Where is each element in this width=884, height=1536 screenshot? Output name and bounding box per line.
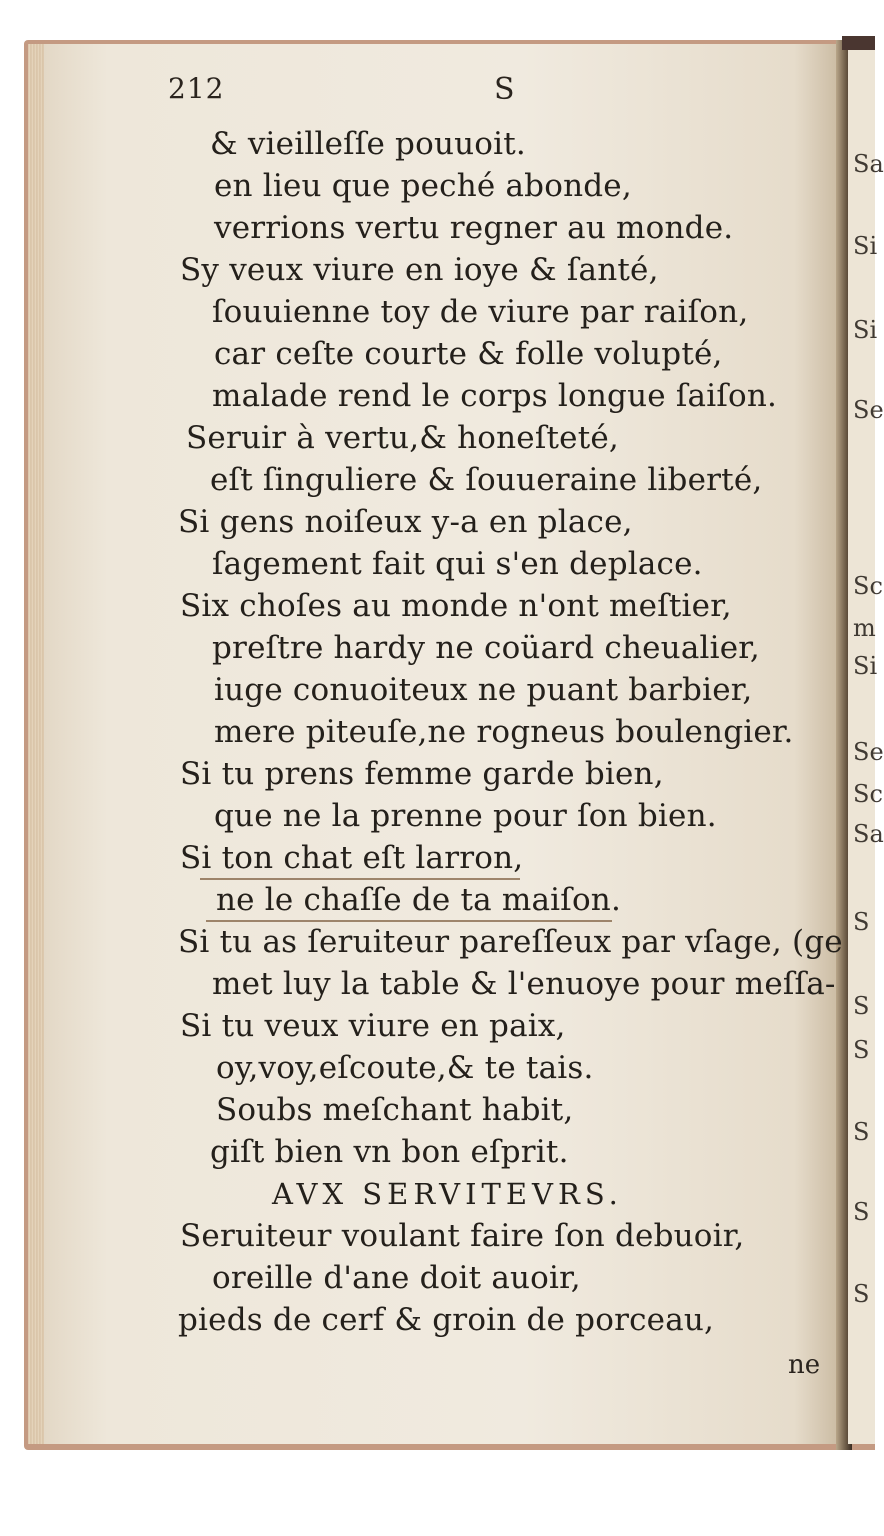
spine-cover — [842, 36, 875, 50]
text-line: Sy veux viure en ioye & ſanté, — [180, 252, 659, 288]
text-line: Si tu as ſeruiteur pareſſeux par vſage, (ge — [178, 924, 843, 960]
facing-margin-text: Sa — [853, 150, 884, 178]
text-line: ſagement fait qui s'en deplace. — [212, 546, 703, 582]
text-line: oy,voy,eſcoute,& te tais. — [216, 1050, 594, 1086]
text-line: car ceſte courte & folle volupté, — [214, 336, 723, 372]
text-line: Seruir à vertu,& honeſteté, — [186, 420, 619, 456]
facing-margin-text: Sc — [853, 780, 883, 808]
facing-margin-text: Si — [853, 652, 878, 680]
hand-underline — [206, 920, 612, 922]
hand-underline — [200, 878, 520, 880]
text-line: & vieilleſſe pouuoit. — [210, 126, 526, 162]
facing-margin-text: S — [853, 1280, 870, 1308]
facing-margin-text: S — [853, 992, 870, 1020]
text-line: Six choſes au monde n'ont meſtier, — [180, 588, 732, 624]
facing-margin-text: m — [853, 614, 876, 642]
text-line: verrions vertu regner au monde. — [214, 210, 734, 246]
text-line: que ne la prenne pour ſon bien. — [214, 798, 717, 834]
facing-margin-text: Sc — [853, 572, 883, 600]
text-line: pieds de cerf & groin de porceau, — [178, 1302, 715, 1338]
text-line: Soubs meſchant habit, — [216, 1092, 574, 1128]
text-line: Si tu veux viure en paix, — [180, 1008, 566, 1044]
text-line: mere piteuſe,ne rogneus boulengier. — [214, 714, 794, 750]
facing-margin-text: S — [853, 1198, 870, 1226]
text-line: Seruiteur voulant faire ſon debuoir, — [180, 1218, 745, 1254]
catchword: ne — [788, 1350, 821, 1380]
text-line: preſtre hardy ne coüard cheualier, — [212, 630, 760, 666]
text-line: met luy la table & l'enuoye pour meſſa- — [212, 966, 836, 1002]
text-line: oreille d'ane doit auoir, — [212, 1260, 581, 1296]
text-line: Si ton chat eſt larron, — [180, 840, 524, 876]
text-line: malade rend le corps longue ſaiſon. — [212, 378, 778, 414]
facing-margin-text: S — [853, 1036, 870, 1064]
text-line: ne le chaſſe de ta maiſon. — [216, 882, 622, 918]
page-header — [168, 72, 768, 112]
facing-margin-text: Si — [853, 232, 878, 260]
section-heading: AVX SERVITEVRS. — [272, 1177, 623, 1211]
facing-margin-text: Si — [853, 316, 878, 344]
facing-margin-text: Se — [853, 738, 884, 766]
text-line: ſouuienne toy de viure par raiſon, — [212, 294, 749, 330]
facing-margin-text: S — [853, 1118, 870, 1146]
page-number: 212 — [168, 72, 225, 105]
facing-margin-text: S — [853, 908, 870, 936]
text-line: en lieu que peché abonde, — [214, 168, 632, 204]
text-line: eſt ſinguliere & ſouueraine liberté, — [210, 462, 763, 498]
running-head: S — [494, 72, 515, 107]
text-line: Si gens noiſeux y-a en place, — [178, 504, 633, 540]
text-line: giſt bien vn bon eſprit. — [210, 1134, 569, 1170]
facing-margin-text: Se — [853, 396, 884, 424]
text-line: Si tu prens femme garde bien, — [180, 756, 664, 792]
facing-margin-text: Sa — [853, 820, 884, 848]
text-line: iuge conuoiteux ne puant barbier, — [214, 672, 753, 708]
